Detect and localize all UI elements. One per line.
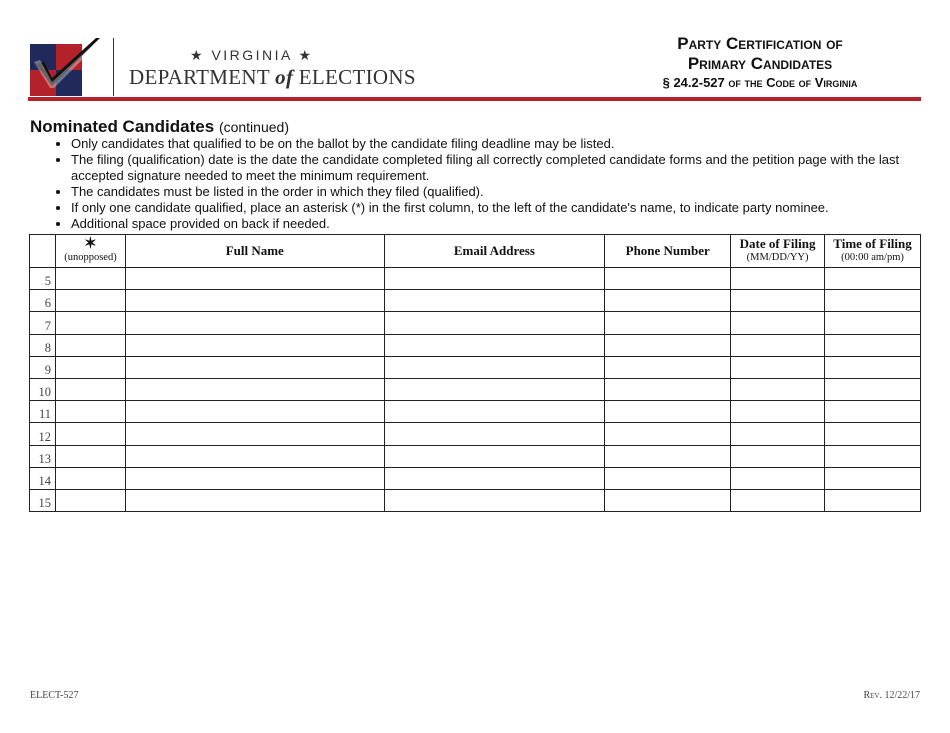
email-cell[interactable] [384, 467, 605, 489]
virginia-elections-logo [30, 38, 102, 96]
date-cell[interactable] [731, 401, 825, 423]
email-cell[interactable] [384, 445, 605, 467]
header-date: Date of Filing (MM/DD/YY) [731, 235, 825, 268]
time-cell[interactable] [825, 401, 921, 423]
unopposed-cell[interactable] [55, 378, 125, 400]
full-name-cell[interactable] [125, 401, 384, 423]
time-cell[interactable] [825, 290, 921, 312]
table-row [30, 445, 921, 467]
email-cell[interactable] [384, 312, 605, 334]
row-number: 6 [30, 290, 56, 312]
table-row [30, 467, 921, 489]
header-full-name: Full Name [125, 235, 384, 268]
row-number: 13 [30, 445, 56, 467]
phone-cell[interactable] [605, 378, 731, 400]
date-cell[interactable] [731, 312, 825, 334]
full-name-cell[interactable] [125, 489, 384, 511]
form-title [600, 34, 920, 92]
unopposed-cell[interactable] [55, 268, 125, 290]
header-divider [113, 38, 114, 96]
revision-date: Rev. 12/22/17 [863, 690, 920, 701]
date-cell[interactable] [731, 378, 825, 400]
instruction-item: • The candidates must be listed in the order in which they filed (qualified). [71, 184, 911, 200]
unopposed-cell[interactable] [55, 467, 125, 489]
row-number: 9 [30, 356, 56, 378]
phone-cell[interactable] [605, 356, 731, 378]
date-cell[interactable] [731, 489, 825, 511]
full-name-cell[interactable] [125, 378, 384, 400]
date-cell[interactable] [731, 445, 825, 467]
phone-cell[interactable] [605, 445, 731, 467]
row-number: 14 [30, 467, 56, 489]
header-unopposed: ✶ (unopposed) [55, 235, 125, 268]
instruction-item: • Only candidates that qualified to be on the ballot by the candidate filing deadline may be listed. [71, 136, 911, 152]
row-number: 12 [30, 423, 56, 445]
full-name-cell[interactable] [125, 445, 384, 467]
date-cell[interactable] [731, 334, 825, 356]
row-number: 11 [30, 401, 56, 423]
row-number: 7 [30, 312, 56, 334]
row-number: 15 [30, 489, 56, 511]
row-number: 5 [30, 268, 56, 290]
phone-cell[interactable] [605, 290, 731, 312]
email-cell[interactable] [384, 356, 605, 378]
unopposed-cell[interactable] [55, 489, 125, 511]
time-cell[interactable] [825, 378, 921, 400]
email-cell[interactable] [384, 489, 605, 511]
instruction-item: • Additional space provided on back if needed. [71, 216, 911, 232]
header-time: Time of Filing (00:00 am/pm) [825, 235, 921, 268]
row-number: 10 [30, 378, 56, 400]
section-title: Nominated Candidates (continued) [30, 117, 289, 136]
date-cell[interactable] [731, 423, 825, 445]
header-rule [28, 97, 921, 101]
time-cell[interactable] [825, 423, 921, 445]
code-reference: § 24.2-527 of the Code of Virginia [662, 75, 858, 90]
time-cell[interactable] [825, 445, 921, 467]
row-number: 8 [30, 334, 56, 356]
phone-cell[interactable] [605, 268, 731, 290]
table-row [30, 423, 921, 445]
instruction-item: • The filing (qualification) date is the date the candidate completed filing all correctly completed candidate forms and the petition page with the last accepted signature needed to meet the minimum requirement. [71, 152, 911, 184]
candidates-table [29, 234, 921, 512]
email-cell[interactable] [384, 401, 605, 423]
unopposed-cell[interactable] [55, 312, 125, 334]
unopposed-cell[interactable] [55, 356, 125, 378]
date-cell[interactable] [731, 290, 825, 312]
phone-cell[interactable] [605, 312, 731, 334]
table-row [30, 378, 921, 400]
full-name-cell[interactable] [125, 423, 384, 445]
full-name-cell[interactable] [125, 356, 384, 378]
table-row [30, 290, 921, 312]
phone-cell[interactable] [605, 334, 731, 356]
email-cell[interactable] [384, 378, 605, 400]
date-cell[interactable] [731, 467, 825, 489]
full-name-cell[interactable] [125, 334, 384, 356]
title-line-2: Primary Candidates [687, 54, 833, 73]
full-name-cell[interactable] [125, 268, 384, 290]
full-name-cell[interactable] [125, 312, 384, 334]
phone-cell[interactable] [605, 423, 731, 445]
title-line-1: Party Certification of [677, 34, 843, 53]
form-id: ELECT-527 [30, 690, 79, 701]
state-name: ★ VIRGINIA ★ [190, 47, 314, 63]
date-cell[interactable] [731, 356, 825, 378]
unopposed-cell[interactable] [55, 445, 125, 467]
unopposed-cell[interactable] [55, 290, 125, 312]
instruction-item: • If only one candidate qualified, place an asterisk (*) in the first column, to the left of the candidate's name, to indicate party nominee. [71, 200, 911, 216]
email-cell[interactable] [384, 334, 605, 356]
unopposed-cell[interactable] [55, 334, 125, 356]
time-cell[interactable] [825, 467, 921, 489]
time-cell[interactable] [825, 334, 921, 356]
phone-cell[interactable] [605, 467, 731, 489]
full-name-cell[interactable] [125, 290, 384, 312]
unopposed-cell[interactable] [55, 423, 125, 445]
header-email: Email Address [384, 235, 605, 268]
time-cell[interactable] [825, 489, 921, 511]
table-row [30, 312, 921, 334]
unopposed-cell[interactable] [55, 401, 125, 423]
table-row [30, 268, 921, 290]
phone-cell[interactable] [605, 489, 731, 511]
date-cell[interactable] [731, 268, 825, 290]
star-icon: ✶ [84, 236, 97, 252]
time-cell[interactable] [825, 268, 921, 290]
email-cell[interactable] [384, 423, 605, 445]
full-name-cell[interactable] [125, 467, 384, 489]
table-row [30, 356, 921, 378]
header-row-number [30, 235, 56, 268]
time-cell[interactable] [825, 312, 921, 334]
table-row [30, 334, 921, 356]
department-name: DEPARTMENT of ELECTIONS [129, 65, 416, 89]
email-cell[interactable] [384, 268, 605, 290]
email-cell[interactable] [384, 290, 605, 312]
table-row [30, 489, 921, 511]
time-cell[interactable] [825, 356, 921, 378]
table-row [30, 401, 921, 423]
table-header-row [30, 235, 921, 268]
header-phone: Phone Number [605, 235, 731, 268]
instructions-list [31, 136, 911, 232]
phone-cell[interactable] [605, 401, 731, 423]
